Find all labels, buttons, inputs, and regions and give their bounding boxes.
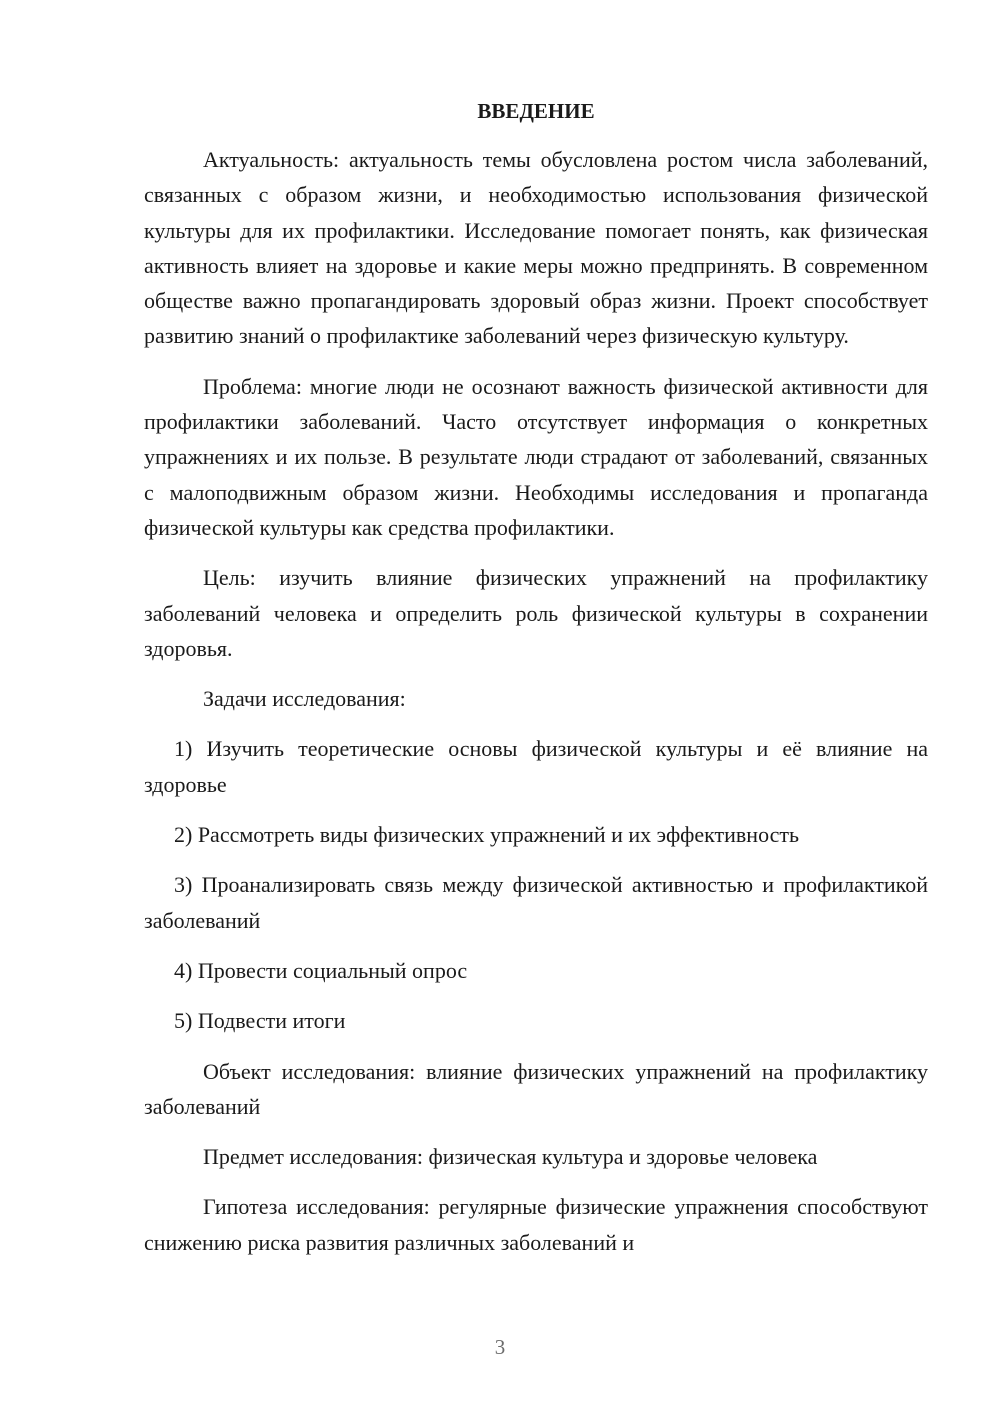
relevance-paragraph: Актуальность: актуальность темы обусловлена ростом числа заболеваний, связанных с образом жизни, и необходимостью использования физической культуры для их профилактики. Исследование помогает понять, как физическая активность влияет на здоровье и какие меры можно предпринять. В современном обществе важно пропагандировать здоровый образ жизни. Проект способствует развитию знаний о профилактике заболеваний через физическую культуру.	[144, 147, 928, 349]
task-item-2: 2) Рассмотреть виды физических упражнений и их эффективность	[174, 822, 800, 848]
page-content	[144, 96, 928, 1260]
task-item-1: 1) Изучить теоретические основы физической культуры и её влияние на здоровье	[144, 736, 928, 797]
page-number: 3	[494, 1335, 506, 1359]
hypothesis-paragraph: Гипотеза исследования: регулярные физические упражнения способствуют снижению риска развития различных заболеваний и	[144, 1194, 928, 1255]
subject-paragraph: Предмет исследования: физическая культура и здоровье человека	[203, 1144, 818, 1170]
tasks-heading: Задачи исследования:	[203, 686, 406, 712]
goal-paragraph: Цель: изучить влияние физических упражнений на профилактику заболеваний человека и определить роль физической культуры в сохранении здоровья.	[144, 565, 928, 661]
task-item-4: 4) Провести социальный опрос	[174, 957, 468, 983]
page-title: ВВЕДЕНИЕ	[477, 99, 595, 123]
task-item-5: 5) Подвести итоги	[174, 1008, 346, 1034]
object-paragraph: Объект исследования: влияние физических упражнений на профилактику заболеваний	[144, 1058, 928, 1119]
problem-paragraph: Проблема: многие люди не осознают важность физической активности для профилактики заболеваний. Часто отсутствует информация о конкретных упражнениях и их пользе. В результате люди страдают от заболеваний, связанных с малоподвижным образом жизни. Необходимы исследования и пропаганда физической культуры как средства профилактики.	[144, 373, 928, 540]
task-item-3: 3) Проанализировать связь между физической активностью и профилактикой заболеваний	[144, 872, 928, 933]
